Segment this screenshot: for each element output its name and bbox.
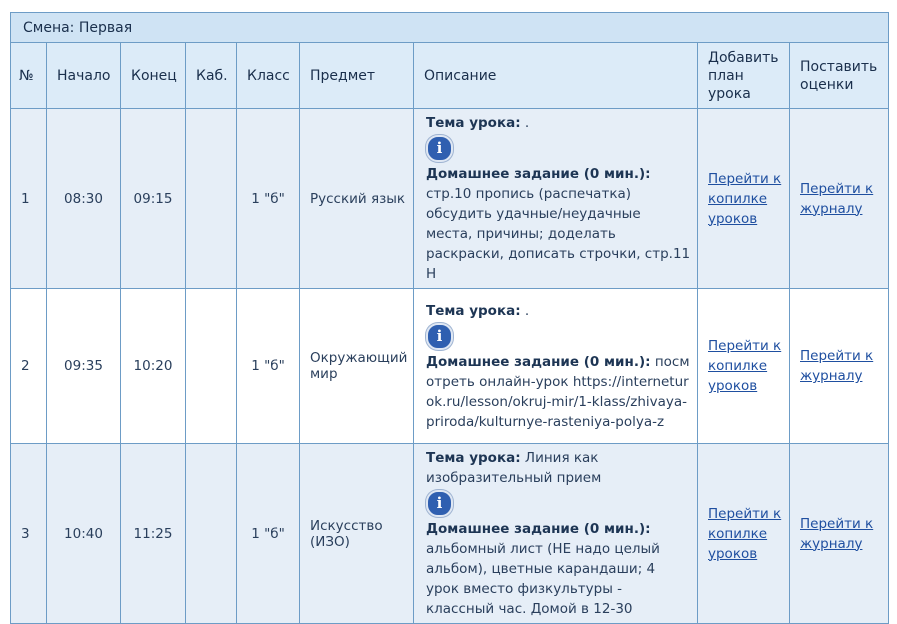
homework-text: посмотреть онлайн-урок https://interneturok.ru/lesson/okruj-mir/1-klass/zhivaya-priroda/kulturnye-rasteniya-polya-z [426, 353, 690, 430]
header-num: № [11, 43, 47, 109]
lesson-num: 2 [11, 289, 47, 444]
header-room: Каб. [186, 43, 237, 109]
lesson-num: 3 [11, 444, 47, 624]
table-row [11, 109, 889, 289]
topic-label: Тема урока: [426, 450, 521, 466]
plan-link[interactable]: Перейти к копилке уроков [708, 170, 782, 227]
homework-text: альбомный лист (НЕ надо целый альбом), цветные карандаши; 4 урок вместо физкультуры - классный час. Домой в 12-30 [426, 541, 660, 617]
lesson-class: 1 "б" [237, 444, 300, 624]
table-row [11, 444, 889, 624]
lesson-room [186, 289, 237, 444]
lesson-start: 08:30 [47, 109, 121, 289]
lesson-subject: Искусство (ИЗО) [300, 444, 414, 624]
lesson-description [414, 444, 698, 624]
lesson-room [186, 444, 237, 624]
topic-text: . [524, 115, 530, 131]
lesson-start: 09:35 [47, 289, 121, 444]
header-end: Конец [121, 43, 186, 109]
journal-link[interactable]: Перейти к журналу [800, 180, 874, 217]
lesson-class: 1 "б" [237, 109, 300, 289]
lesson-description [414, 289, 698, 444]
plan-link[interactable]: Перейти к копилке уроков [708, 338, 782, 394]
lesson-subject: Русский язык [300, 109, 414, 289]
lesson-start: 10:40 [47, 444, 121, 624]
plan-link[interactable]: Перейти к копилке уроков [708, 505, 782, 562]
homework-text: стр.10 пропись (распечатка) обсудить удачные/неудачные места, причины; доделать раскраски, дописать строчки, стр.11 Н [426, 186, 691, 282]
info-icon[interactable]: i [426, 135, 453, 162]
header-subject: Предмет [300, 43, 414, 109]
table-row [11, 289, 889, 444]
schedule-table [10, 12, 889, 624]
lesson-num: 1 [11, 109, 47, 289]
shift-title: Смена: Первая [11, 13, 889, 43]
header-add-plan: Добавить план урока [698, 43, 790, 109]
topic-text: Линия как изобразительный прием [426, 450, 602, 486]
topic-label: Тема урока: [426, 302, 521, 319]
header-start: Начало [47, 43, 121, 109]
lesson-end: 09:15 [121, 109, 186, 289]
schedule-panel [10, 12, 888, 624]
homework-label: Домашнее задание (0 мин.): [426, 353, 651, 370]
header-description: Описание [414, 43, 698, 109]
lesson-end: 10:20 [121, 289, 186, 444]
homework-label: Домашнее задание (0 мин.): [426, 521, 651, 537]
journal-link[interactable]: Перейти к журналу [800, 515, 874, 552]
info-icon[interactable]: i [426, 490, 453, 517]
lesson-room [186, 109, 237, 289]
lesson-class: 1 "б" [237, 289, 300, 444]
homework-label: Домашнее задание (0 мин.): [426, 166, 651, 182]
info-icon[interactable]: i [426, 323, 453, 350]
lesson-subject: Окружающий мир [300, 289, 414, 444]
header-class: Класс [237, 43, 300, 109]
topic-text: . [524, 302, 530, 319]
table-header [11, 43, 889, 109]
lesson-end: 11:25 [121, 444, 186, 624]
lesson-description [414, 109, 698, 289]
header-grades: Поставить оценки [790, 43, 889, 109]
topic-label: Тема урока: [426, 115, 521, 131]
journal-link[interactable]: Перейти к журналу [800, 348, 874, 384]
